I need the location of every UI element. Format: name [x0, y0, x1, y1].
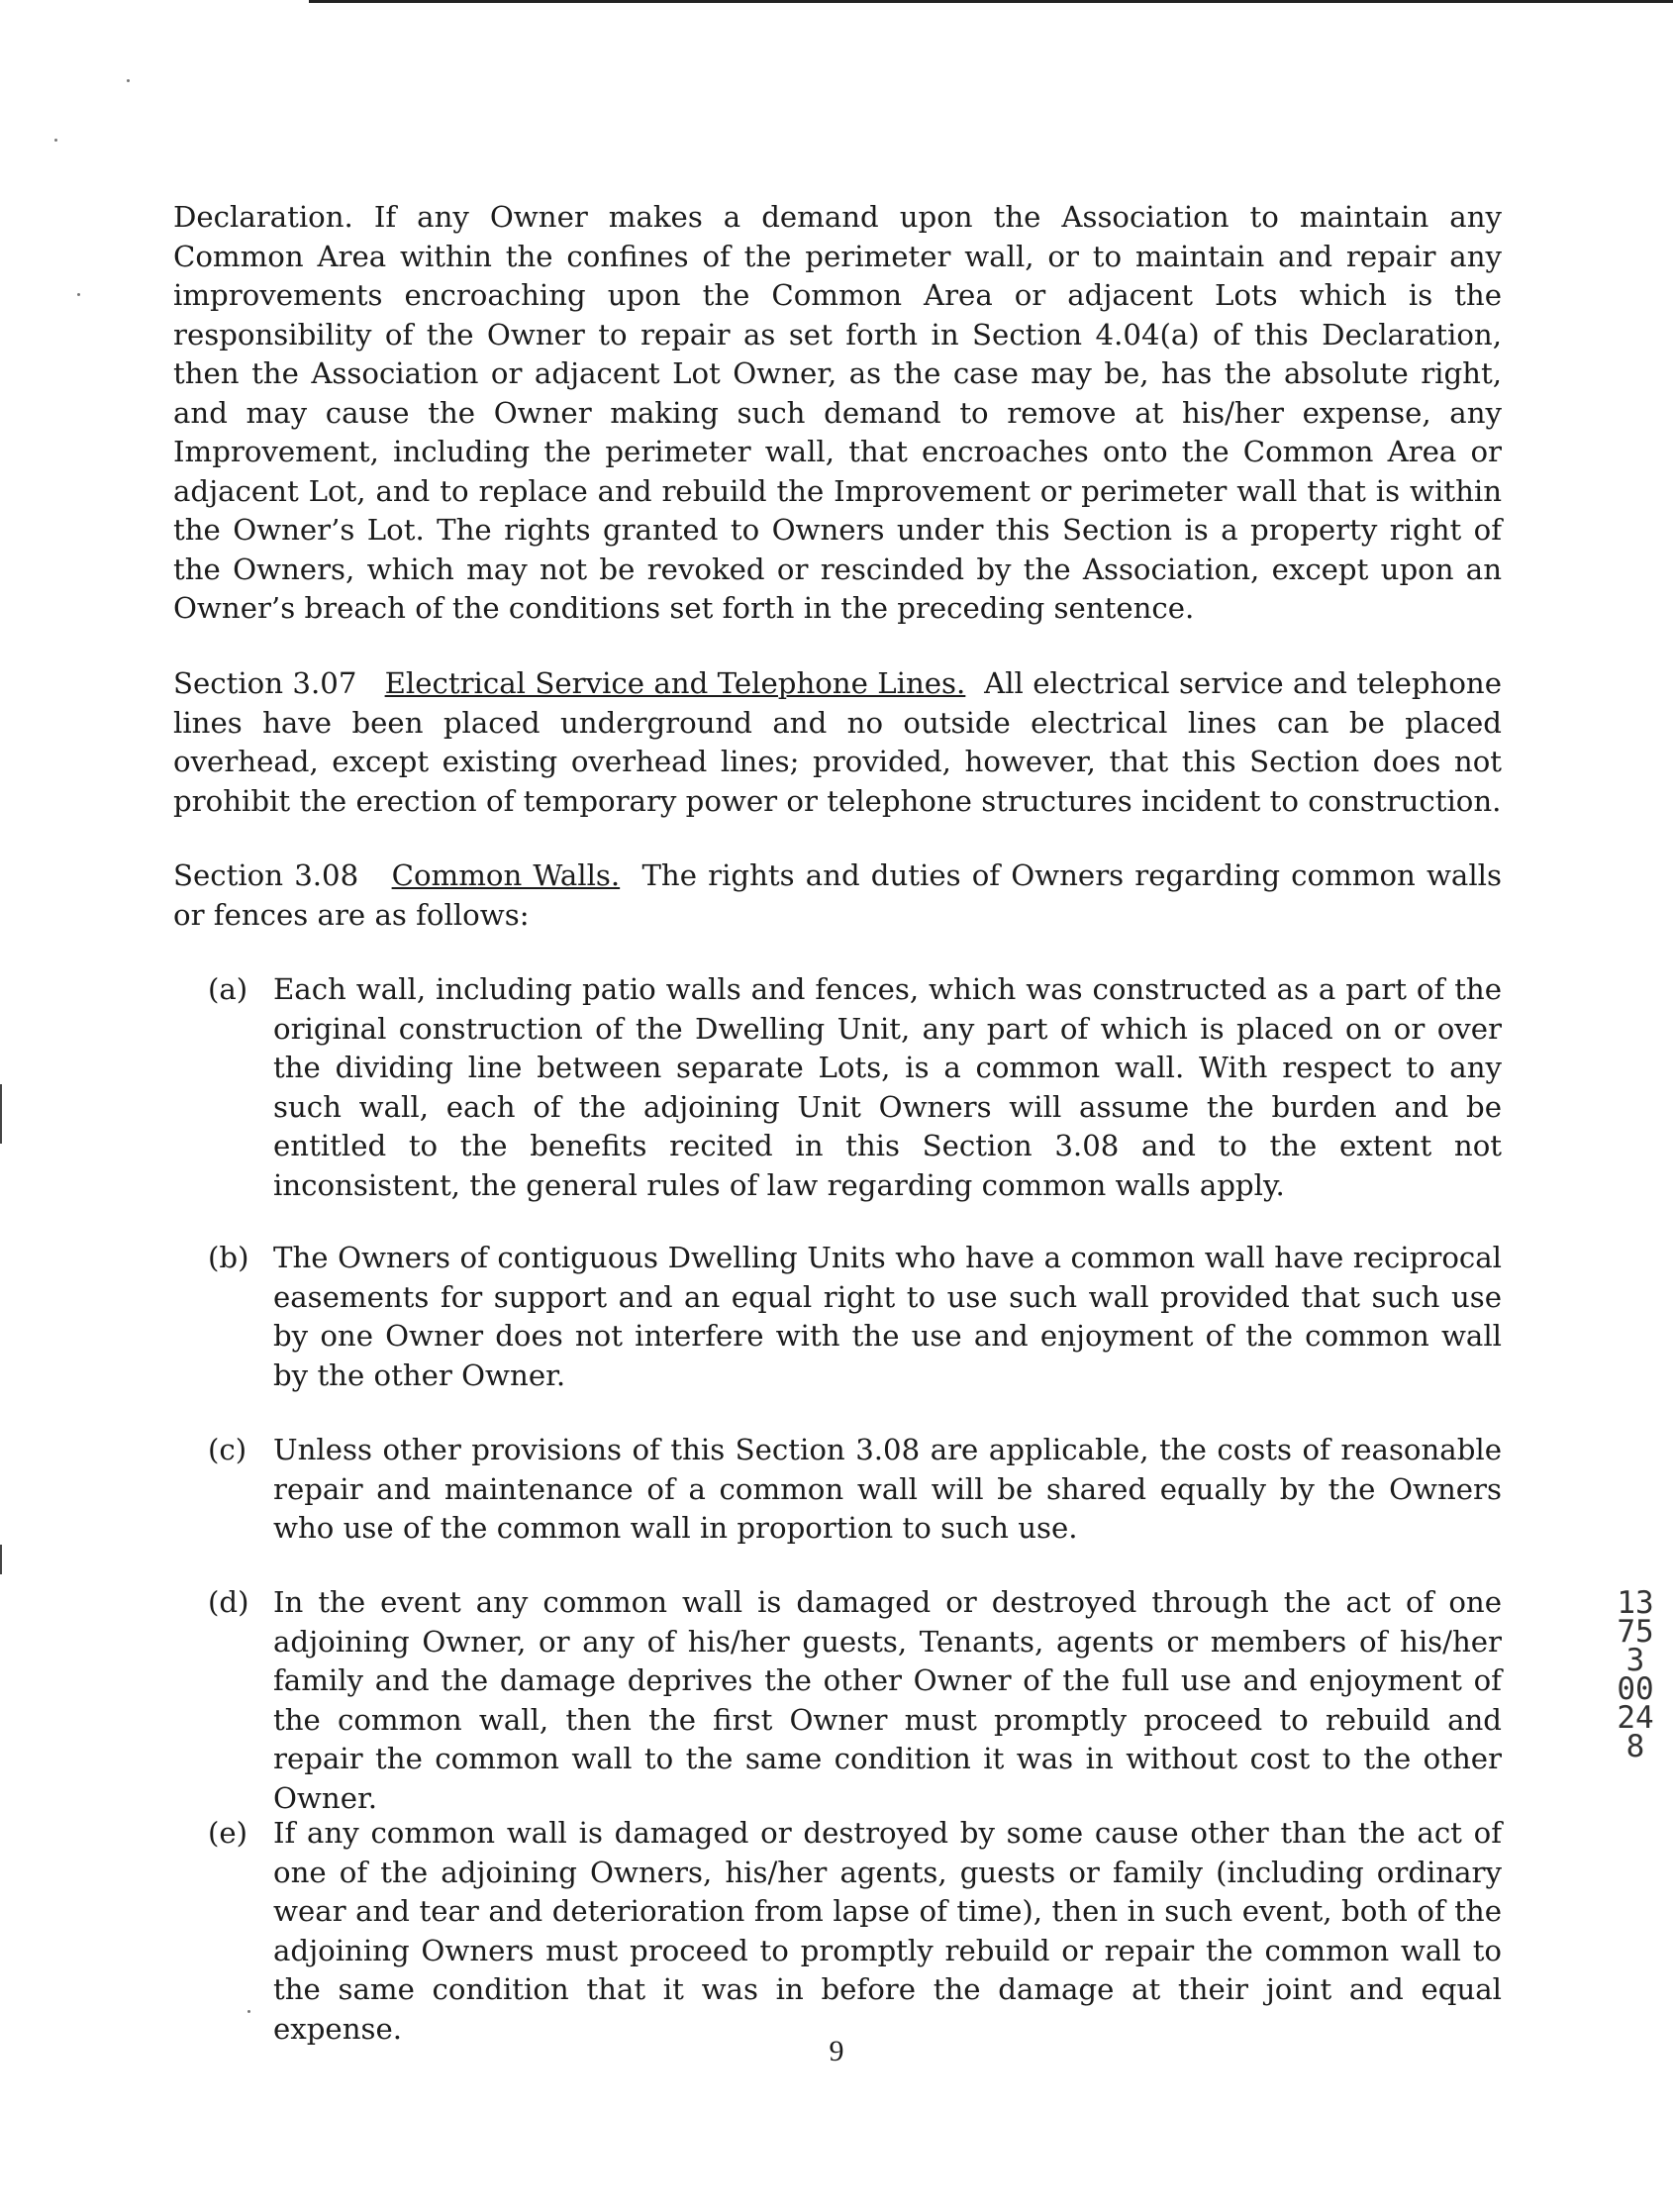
list-item-d	[208, 1583, 1502, 1818]
section-number: Section 3.07	[173, 666, 357, 700]
list-item-text: Each wall, including patio walls and fences, which was constructed as a part of the original construction of the Dwelling Unit, any part of which is placed on or over the dividing line between separate Lots, is a common wall. With respect to any such wall, each of the adjoining Unit Owners will assume the burden and be entitled to the benefits recited in this Section 3.08 and to the extent not inconsistent, the general rules of law regarding common walls apply.	[273, 972, 1502, 1202]
scan-speck	[127, 79, 130, 82]
list-item-text: If any common wall is damaged or destroyed by some cause other than the act of one of the adjoining Owners, his/her agents, guests or family (including ordinary wear and tear and deterioration from lapse of time), then in such event, both of the adjoining Owners must proceed to promptly rebuild or repair the common wall to the same condition that it was in before the damage at their joint and equal expense.	[273, 1816, 1502, 2046]
scan-edge-mark	[0, 1545, 2, 1574]
list-item-a	[208, 970, 1502, 1205]
page-number: 9	[829, 2035, 844, 2067]
scan-speck	[54, 139, 57, 142]
scan-edge-mark	[0, 1084, 2, 1144]
list-marker: (c)	[208, 1433, 247, 1466]
list-item-c	[208, 1431, 1502, 1549]
scan-top-rule	[309, 0, 1673, 3]
section-text: The rights and duties of Owners regarding common walls or fences are as follows:	[173, 858, 1502, 932]
list-marker: (e)	[208, 1816, 248, 1850]
list-item-b	[208, 1239, 1502, 1395]
section-number: Section 3.08	[173, 858, 359, 892]
list-item-text: The Owners of contiguous Dwelling Units who have a common wall have reciprocal easements for support and an equal right to use such wall provided that such use by one Owner does not interfere with the use and enjoyment of the common wall by the other Owner.	[273, 1241, 1502, 1392]
list-marker: (b)	[208, 1241, 249, 1274]
scan-speck	[77, 293, 80, 296]
section-heading: Common Walls.	[391, 858, 621, 892]
section-text: All electrical service and telephone lines have been placed underground and no outside electrical lines can be placed overhead, except existing overhead lines; provided, however, that this Section does not prohibit the erection of temporary power or telephone structures incident to construction.	[173, 666, 1502, 818]
section-3-08	[173, 856, 1502, 935]
list-marker: (d)	[208, 1585, 249, 1619]
list-item-text: In the event any common wall is damaged or destroyed through the act of one adjoining Owner, or any of his/her guests, Tenants, agents or members of his/her family and the damage deprives the other Owner of the full use and enjoyment of the common wall, then the first Owner must promptly proceed to rebuild and repair the common wall to the same condition it was in without cost to the other Owner.	[273, 1585, 1502, 1815]
section-heading: Electrical Service and Telephone Lines.	[384, 666, 966, 700]
recording-stamp: 13753 00248	[1617, 1585, 1654, 1764]
list-marker: (a)	[208, 972, 248, 1006]
continuation-paragraph: Declaration. If any Owner makes a demand upon the Association to maintain any Common Area within the confines of the perimeter wall, or to maintain and repair any improvements encroaching upon the Common Area or adjacent Lots which is the responsibility of the Owner to repair as set forth in Section 4.04(a) of this Declaration, then the Association or adjacent Lot Owner, as the case may be, has the absolute right, and may cause the Owner making such demand to remove at his/her expense, any Improvement, including the perimeter wall, that encroaches onto the Common Area or adjacent Lot, and to replace and rebuild the Improvement or perimeter wall that is within the Owner’s Lot. The rights granted to Owners under this Section is a property right of the Owners, which may not be revoked or rescinded by the Association, except upon an Owner’s breach of the conditions set forth in the preceding sentence.	[173, 200, 1502, 625]
list-item-e	[208, 1814, 1502, 2049]
section-3-07	[173, 664, 1502, 821]
list-item-text: Unless other provisions of this Section 3.08 are applicable, the costs of reasonable repair and maintenance of a common wall will be shared equally by the Owners who use of the common wall in proportion to such use.	[273, 1433, 1502, 1545]
